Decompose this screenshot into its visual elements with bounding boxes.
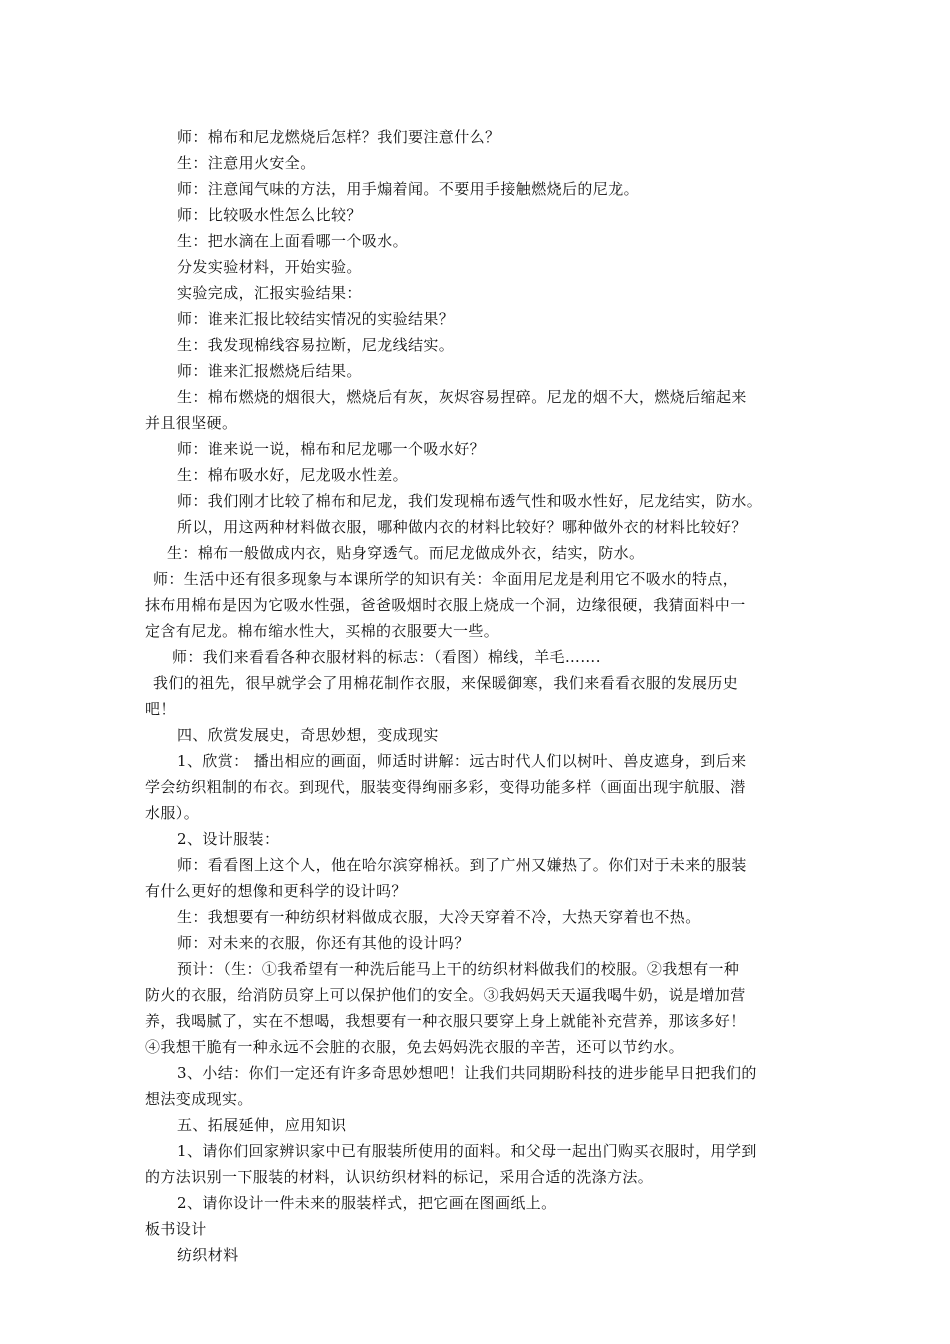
text-line: 定含有尼龙。棉布缩水性大，买棉的衣服要大一些。: [145, 622, 500, 640]
text-line: 想法变成现实。: [145, 1090, 253, 1108]
text-line: 师：我们来看看各种衣服材料的标志：（看图）棉线，羊毛…….: [172, 648, 601, 666]
text-line: 有什么更好的想像和更科学的设计吗？: [145, 882, 407, 900]
text-line: 养，我喝腻了，实在不想喝，我想要有一种衣服只要穿上身上就能补充营养，那该多好！: [145, 1012, 746, 1030]
text-line: 师：生活中还有很多现象与本课所学的知识有关：伞面用尼龙是利用它不吸水的特点，: [153, 570, 739, 588]
text-line: 生：把水滴在上面看哪一个吸水。: [177, 232, 409, 250]
text-line: 师：比较吸水性怎么比较？: [177, 206, 362, 224]
section-heading: 五、拓展延伸，应用知识: [177, 1116, 347, 1134]
text-line: 生：注意用火安全。: [177, 154, 316, 172]
text-line: 预计：（生：①我希望有一种洗后能马上干的纺织材料做我们的校服。②我想有一种: [177, 960, 740, 978]
text-line: 师：看看图上这个人，他在哈尔滨穿棉袄。到了广州又嫌热了。你们对于未来的服装: [177, 856, 747, 874]
text-line: 师：注意闻气味的方法，用手煽着闻。不要用手接触燃烧后的尼龙。: [177, 180, 640, 198]
text-line: 生：我想要有一种纺织材料做成衣服，大冷天穿着不冷，大热天穿着也不热。: [177, 908, 701, 926]
text-line: ④我想干脆有一种永远不会脏的衣服，免去妈妈洗衣服的辛苦，还可以节约水。: [145, 1038, 685, 1056]
text-line: 水服）。: [145, 804, 200, 822]
text-line: 1、欣赏： 播出相应的画面，师适时讲解：远古时代人们以树叶、兽皮遮身，到后来: [177, 752, 747, 770]
text-line: 我们的祖先，很早就学会了用棉花制作衣服，来保暖御寒，我们来看看衣服的发展历史: [153, 674, 739, 692]
section-heading: 四、欣赏发展史，奇思妙想，变成现实: [177, 726, 439, 744]
text-line: 师：谁来汇报比较结实情况的实验结果？: [177, 310, 455, 328]
section-heading: 板书设计: [145, 1220, 207, 1238]
text-line: 实验完成，汇报实验结果：: [177, 284, 362, 302]
text-line: 生：棉布一般做成内衣，贴身穿透气。而尼龙做成外衣，结实，防水。: [167, 544, 645, 562]
text-line: 3、小结：你们一定还有许多奇思妙想吧！让我们共同期盼科技的进步能早日把我们的: [177, 1064, 757, 1082]
text-line: 学会纺织粗制的布衣。到现代，服装变得绚丽多彩，变得功能多样（画面出现宇航服、潜: [145, 778, 746, 796]
text-line: 分发实验材料，开始实验。: [177, 258, 362, 276]
text-line: 2、设计服装：: [177, 830, 280, 848]
text-line: 抹布用棉布是因为它吸水性强，爸爸吸烟时衣服上烧成一个洞，边缘很硬，我猜面料中一: [145, 596, 746, 614]
text-line: 纺织材料: [177, 1246, 239, 1264]
text-line: 的方法识别一下服装的材料，认识纺织材料的标记，采用合适的洗涤方法。: [145, 1168, 654, 1186]
text-line: 师：谁来汇报燃烧后结果。: [177, 362, 362, 380]
text-line: 2、请你设计一件未来的服装样式，把它画在图画纸上。: [177, 1194, 557, 1212]
text-line: 师：棉布和尼龙燃烧后怎样？我们要注意什么？: [177, 128, 501, 146]
text-line: 所以，用这两种材料做衣服，哪种做内衣的材料比较好？哪种做外衣的材料比较好？: [177, 518, 747, 536]
text-line: 1、请你们回家辨识家中已有服装所使用的面料。和父母一起出门购买衣服时，用学到: [177, 1142, 757, 1160]
text-line: 师：谁来说一说，棉布和尼龙哪一个吸水好？: [177, 440, 486, 458]
text-line: 防火的衣服，给消防员穿上可以保护他们的安全。③我妈妈天天逼我喝牛奶，说是增加营: [145, 986, 746, 1004]
text-line: 生：我发现棉线容易拉断，尼龙线结实。: [177, 336, 455, 354]
text-line: 师：我们刚才比较了棉布和尼龙，我们发现棉布透气性和吸水性好，尼龙结实，防水。: [177, 492, 763, 510]
text-line: 生：棉布燃烧的烟很大，燃烧后有灰，灰烬容易捏碎。尼龙的烟不大，燃烧后缩起来: [177, 388, 747, 406]
text-line: 生：棉布吸水好，尼龙吸水性差。: [177, 466, 409, 484]
text-line: 吧！: [145, 700, 176, 718]
text-line: 师：对未来的衣服，你还有其他的设计吗？: [177, 934, 470, 952]
text-line: 并且很坚硬。: [145, 414, 238, 432]
